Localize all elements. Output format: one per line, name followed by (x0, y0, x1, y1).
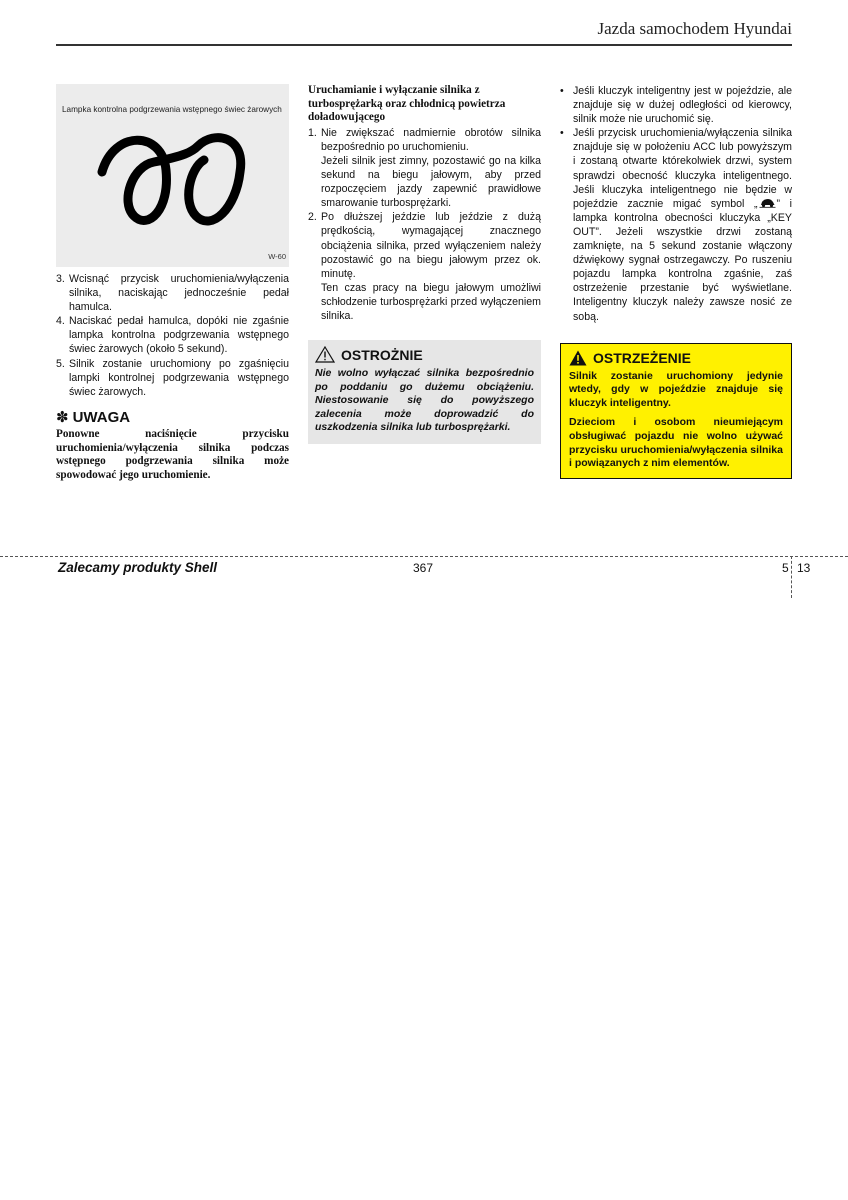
page-header-title: Jazda samochodem Hyundai (597, 19, 792, 38)
figure-code: W-60 (268, 251, 286, 261)
footer-section-number: 5 (782, 561, 789, 575)
list-item: 4. Naciskać pedał hamulca, dopóki nie zgaśnie lampka kontrolna podgrzewania wstępnego świec żarowych (około 5 sekund). (56, 315, 289, 356)
turbo-steps-list (308, 126, 541, 323)
figure-caption: Lampka kontrolna podgrzewania wstępnego świec żarowych (62, 105, 282, 114)
smart-key-bullets (560, 84, 792, 324)
note-text: Ponowne naciśnięcie przycisku uruchomienia/wyłączenia silnika podczas wstępnego podgrzewania silnika może spowodować jego uruchomienie. (56, 427, 289, 481)
note-heading: ✽ UWAGA (56, 408, 131, 426)
glow-plug-icon (96, 132, 246, 228)
start-steps-list (56, 272, 289, 399)
note-star-icon: ✽ (56, 408, 69, 426)
caution-heading: OSTROŻNIE (315, 346, 534, 363)
footer-brand: Zalecamy produkty Shell (58, 560, 218, 575)
column-1 (56, 84, 289, 482)
list-item: 2. Po dłuższej jeździe lub jeździe z dużą prędkością, wymagającej znacznego obciążenia silnika, przed wyłączeniem należy pozostawić go na biegu jałowym przez ok. minutę. Ten czas pracy na biegu jałowym umożliwi schłodzenie turbosprężarki przed wyłączeniem silnika. (308, 211, 541, 322)
header-rule (56, 44, 792, 46)
caution-box (308, 340, 541, 444)
caution-triangle-icon (315, 346, 335, 363)
caution-text: Nie wolno wyłączać silnika bezpośrednio po poddaniu go dużemu obciążeniu. Niestosowanie się do powyższego zalecenia może doprowadzić do uszkodzenia silnika lub turbosprężarki. (315, 367, 534, 434)
car-key-icon (759, 198, 776, 208)
footer-divider (0, 556, 848, 557)
list-item: • Jeśli kluczyk inteligentny jest w pojeździe, ale znajduje się w dużej odległości od kierowcy, silnik może nie uruchomić się. (560, 85, 792, 126)
warning-triangle-icon (569, 350, 587, 366)
warning-box (560, 343, 792, 479)
list-item: • Jeśli przycisk uruchomienia/wyłączenia silnika znajduje się w położeniu ACC lub powyższym i zostaną otwarte którekolwiek drzwi, system sprawdzi obecność kluczyka inteligentnego. Jeśli kluczyka inteligentnego nie będzie w pojeździe zacznie migać symbol „ ” i lampka kontrolna obecności kluczyka „KEY OUT”. Jeżeli wszystkie drzwi zostaną zamknięte, na 5 sekund zostanie włączony dźwiękowy sygnał ostrzegawczy. Po ruszeniu pojazdu lampka kontrolna zgaśnie, zaś ostrzeżenie przestanie być wyświetlane. Inteligentny kluczyk należy zawsze nosić ze sobą. (560, 127, 792, 323)
list-item: 5. Silnik zostanie uruchomiony po zgaśnięciu lampki kontrolnej podgrzewania wstępnego świec żarowych. (56, 357, 289, 398)
section-title: Uruchamianie i wyłączanie silnika z turbosprężarką oraz chłodnicą powietrza doładowującego (308, 84, 506, 124)
warning-heading: OSTRZEŻENIE (569, 350, 783, 366)
footer-vertical-divider (791, 556, 792, 598)
list-item: 1. Nie zwiększać nadmiernie obrotów silnika bezpośrednio po uruchomieniu. Jeżeli silnik jest zimny, pozostawić go na kilka sekund na biegu jałowym, aby przed rozpoczęciem jazdy zapewnić prawidłowe smarowanie turbosprężarki. (308, 126, 541, 210)
glow-plug-figure (56, 84, 289, 267)
warning-text: Silnik zostanie uruchomiony jedynie wtedy, gdy w pojeździe znajduje się kluczyk inteligentny. Dzieciom i osobom nieumiejącym obsługiwać pojazdu nie wolno używać przycisku uruchomienia/wyłączenia silnika i powiązanych z nim elementów. (569, 369, 783, 470)
footer-page-number: 367 (413, 561, 434, 575)
footer-section-page: 13 (797, 561, 811, 575)
list-item: 3. Wcisnąć przycisk uruchomienia/wyłączenia silnika, naciskając jednocześnie pedał hamulca. (56, 273, 289, 314)
column-3 (560, 84, 792, 479)
column-2 (308, 84, 541, 444)
